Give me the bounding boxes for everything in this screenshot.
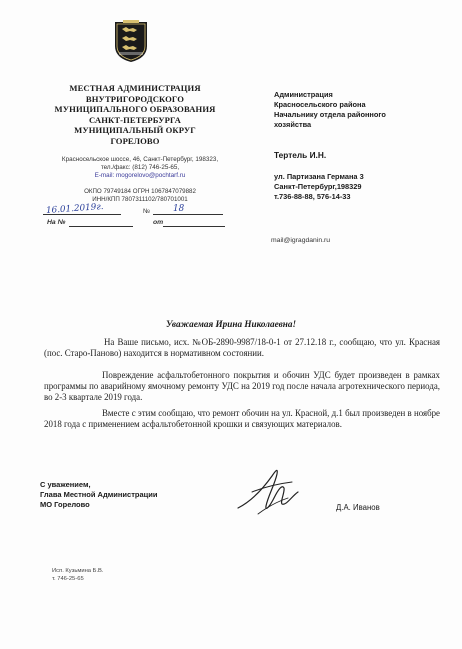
handwritten-date: 16.01.2019г. (45, 202, 104, 216)
handwritten-signature-icon (232, 462, 304, 520)
signer-title: Глава Местной Администрации (40, 490, 158, 500)
recipient-line: Начальнику отдела районного (274, 110, 386, 119)
org-address: Красносельское шоссе, 46, Санкт-Петербург, 198323, (61, 156, 219, 163)
recipient-organization (274, 90, 434, 130)
recipient-line: хозяйства (274, 120, 312, 129)
letter-greeting: Уважаемая Ирина Николаевна! (165, 319, 297, 329)
recipient-name: Тертель И.Н. (274, 150, 327, 160)
letter-paragraph: Вместе с этим сообщаю, что ремонт обочин на ул. Красной, д.1 был произведен в ноябре 2018 года с применением асфальтобетонной крошки и связующих материалов. (44, 408, 440, 429)
from-underline (163, 226, 225, 227)
recipient-line: Красносельского района (274, 100, 366, 109)
signer-name: Д.А. Иванов (336, 503, 380, 512)
recipient-address (274, 172, 364, 202)
reply-underline (69, 226, 133, 227)
from-label: от (153, 219, 164, 226)
closing-line: С уважением, (40, 480, 91, 489)
recipient-line: Администрация (274, 90, 333, 99)
recipient-address-line: Санкт-Петербург,198329 (274, 182, 362, 191)
signature-block (40, 480, 157, 511)
org-line: САНКТ-ПЕТЕРБУРГА (89, 114, 181, 125)
handwritten-number: 18 (173, 204, 185, 214)
executor-phone: т. 746-25-65 (52, 576, 84, 582)
signer-org: МО Горелово (40, 500, 90, 510)
number-underline (153, 214, 223, 215)
number-label: № (143, 208, 150, 215)
org-line: МУНИЦИПАЛЬНЫЙ ОКРУГ (74, 125, 196, 136)
org-email[interactable]: E-mail: mogorelovo@pochtarf.ru (94, 172, 186, 180)
org-line: ВНУТРИГОРОДСКОГО (85, 93, 185, 104)
org-line: ГОРЕЛОВО (110, 135, 160, 146)
executor-block (52, 567, 104, 583)
date-underline (43, 214, 121, 215)
recipient-address-line: ул. Партизана Германа 3 (274, 172, 364, 181)
org-line: МУНИЦИПАЛЬНОГО ОБРАЗОВАНИЯ (54, 104, 216, 115)
organization-name (40, 83, 230, 147)
recipient-address-line: т.736-88-88, 576-14-33 (274, 192, 351, 201)
in-reply-label: На № (47, 219, 66, 226)
organization-contacts (42, 156, 238, 181)
org-inn-kpp: ИНН/КПП 7807311102/780701001 (92, 196, 188, 203)
letter-paragraph: Повреждение асфальтобетонного покрытия и обочин УДС будет произведен в рамках программы по аварийному ямочному ремонту УДС на 2019 год после начала агротехнического периода, во 2-3 квартале 2019 года. (44, 370, 440, 402)
org-phone: тел./факс: (812) 746-25-65, (100, 164, 180, 172)
org-okpo-ogrn: ОКПО 79749184 ОГРН 1067847079882 (84, 188, 196, 195)
letter-paragraph: На Ваше письмо, исх. №ОБ-2890-9987/18-0-1 от 27.12.18 г., сообщаю, что ул. Красная (пос. Старо-Паново) находится в нормативном состоянии. (44, 337, 440, 358)
organization-ids (42, 188, 238, 204)
executor-name: Исп. Кузьмина Б.В. (52, 568, 104, 574)
registration-block (43, 202, 248, 235)
org-line: МЕСТНАЯ АДМИНИСТРАЦИЯ (69, 83, 201, 93)
coat-of-arms-icon (113, 20, 149, 64)
recipient-email[interactable]: mail@igragdanin.ru (271, 237, 331, 244)
